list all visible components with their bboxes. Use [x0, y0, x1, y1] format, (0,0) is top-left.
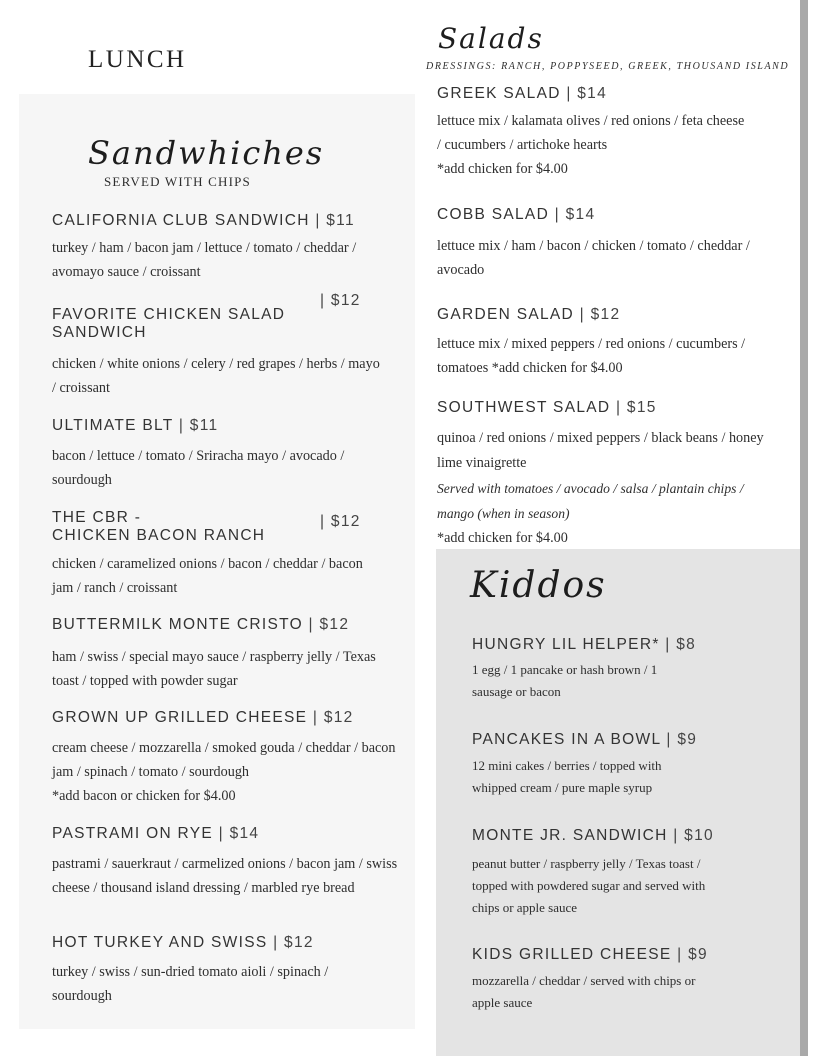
right-edge-bar	[800, 0, 808, 1056]
item-price: | $12	[579, 306, 621, 323]
salad-desc: lettuce mix / mixed peppers / red onions / cucumbers / tomatoes *add chicken for $4.00	[437, 336, 746, 376]
item-note: *add chicken for $4.00	[437, 530, 568, 546]
item-price: | $9	[666, 731, 698, 748]
kids-item-name	[472, 827, 714, 845]
item-price: | $8	[665, 636, 697, 653]
kids-item-name	[472, 946, 708, 964]
item-note: *add chicken for $4.00	[437, 161, 568, 177]
item-price: | $12	[320, 513, 361, 530]
salad-name	[437, 399, 657, 417]
item-serving-note: Served with tomatoes / avocado / salsa / plantain chips / mango (when in season)	[437, 481, 744, 521]
sandwich-desc	[52, 736, 397, 808]
sandwich-name	[52, 417, 218, 435]
sandwich-name	[52, 934, 314, 952]
item-title: FAVORITE CHICKEN SALAD	[52, 306, 286, 323]
salads-heading: Salads	[438, 22, 544, 55]
kids-item-name	[472, 731, 697, 749]
item-title: HUNGRY LIL HELPER*	[472, 636, 660, 653]
sandwich-name	[52, 509, 265, 545]
item-title: CHICKEN BACON RANCH	[52, 527, 266, 544]
salad-desc	[437, 426, 777, 551]
sandwich-desc: pastrami / sauerkraut / carmelized onions / bacon jam / swiss cheese / thousand island dressing / marbled rye bread	[52, 856, 398, 896]
kids-item-desc: 12 mini cakes / berries / topped with whipped cream / pure maple syrup	[472, 758, 662, 795]
item-title: GROWN UP GRILLED CHEESE	[52, 709, 308, 726]
item-title: PANCAKES IN A BOWL	[472, 731, 661, 748]
sandwich-name	[52, 709, 354, 727]
kiddos-heading: Kiddos	[470, 565, 607, 606]
sandwiches-heading: Sandwhiches	[88, 134, 325, 172]
sandwiches-subheading: SERVED WITH CHIPS	[104, 174, 251, 189]
menu-title: LUNCH	[88, 46, 187, 73]
sandwich-name	[52, 306, 285, 342]
item-title: GREEK SALAD	[437, 85, 561, 102]
sandwich-desc: turkey / swiss / sun-dried tomato aioli / spinach / sourdough	[52, 964, 329, 1004]
item-price: | $12	[273, 934, 314, 951]
item-title: MONTE JR. SANDWICH	[472, 827, 668, 844]
sandwich-name	[52, 616, 349, 634]
item-price: | $15	[616, 399, 657, 416]
dressings-list: DRESSINGS: RANCH, POPPYSEED, GREEK, THOUSAND ISLAND	[426, 61, 790, 72]
item-title: BUTTERMILK MONTE CRISTO	[52, 616, 303, 633]
item-price: | $14	[566, 85, 608, 102]
item-price: | $9	[677, 946, 708, 963]
item-title: SANDWICH	[52, 324, 147, 341]
item-title: COBB SALAD	[437, 206, 550, 223]
sandwich-name	[52, 212, 355, 230]
item-title: SOUTHWEST SALAD	[437, 399, 611, 416]
salad-desc	[437, 109, 747, 181]
item-desc-text: cream cheese / mozzarella / smoked gouda / cheddar / bacon jam / spinach / tomato / sourdough	[52, 740, 396, 780]
item-price: | $14	[218, 825, 260, 842]
item-price: | $12	[312, 709, 354, 726]
sandwich-name	[52, 825, 259, 843]
item-title: ULTIMATE BLT	[52, 417, 174, 434]
item-title: HOT TURKEY AND SWISS	[52, 934, 268, 951]
sandwich-desc: chicken / caramelized onions / bacon / cheddar / bacon jam / ranch / croissant	[52, 556, 363, 596]
sandwich-desc: bacon / lettuce / tomato / Sriracha mayo / avocado / sourdough	[52, 448, 345, 488]
item-price: | $12	[308, 616, 350, 633]
item-price: | $11	[315, 212, 355, 229]
kids-item-name	[472, 636, 696, 654]
kids-item-desc: peanut butter / raspberry jelly / Texas toast / topped with powdered sugar and served with chips or apple sauce	[472, 856, 706, 915]
item-title: CALIFORNIA CLUB SANDWICH	[52, 212, 310, 229]
sandwich-desc: turkey / ham / bacon jam / lettuce / tomato / cheddar / avomayo sauce / croissant	[52, 240, 357, 280]
kids-item-desc: mozzarella / cheddar / served with chips or apple sauce	[472, 973, 696, 1010]
item-price: | $10	[673, 827, 714, 844]
salad-desc: lettuce mix / ham / bacon / chicken / tomato / cheddar / avocado	[437, 238, 750, 278]
item-desc-text: lettuce mix / kalamata olives / red onions / feta cheese / cucumbers / artichoke hearts	[437, 113, 745, 153]
salad-name	[437, 206, 595, 224]
item-note: *add bacon or chicken for $4.00	[52, 788, 236, 804]
item-title: KIDS GRILLED CHEESE	[472, 946, 672, 963]
item-title: PASTRAMI ON RYE	[52, 825, 214, 842]
item-title: GARDEN SALAD	[437, 306, 575, 323]
salad-name	[437, 306, 620, 324]
item-title: THE CBR -	[52, 509, 142, 526]
item-price: | $14	[554, 206, 596, 223]
item-price: | $12	[320, 292, 361, 309]
item-price: | $11	[178, 417, 219, 434]
salad-name	[437, 85, 607, 103]
kids-item-desc: 1 egg / 1 pancake or hash brown / 1 sausage or bacon	[472, 662, 658, 699]
sandwich-desc: chicken / white onions / celery / red grapes / herbs / mayo / croissant	[52, 356, 380, 396]
sandwich-desc: ham / swiss / special mayo sauce / raspberry jelly / Texas toast / topped with powder sugar	[52, 649, 376, 689]
item-desc-text: quinoa / red onions / mixed peppers / black beans / honey lime vinaigrette	[437, 430, 764, 471]
